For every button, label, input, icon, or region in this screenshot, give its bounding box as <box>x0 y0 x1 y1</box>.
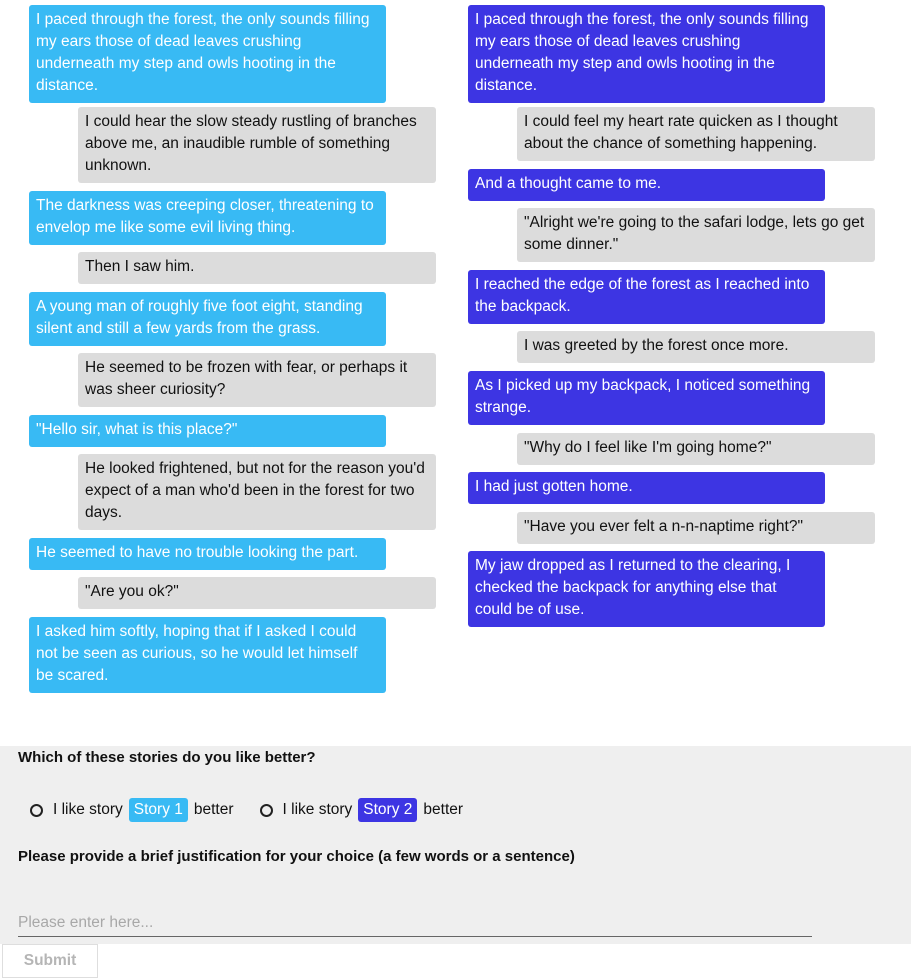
option-story-2[interactable] <box>260 798 464 822</box>
story-1-message: "Hello sir, what is this place?" <box>29 415 386 447</box>
story-2-message: My jaw dropped as I returned to the clearing, I checked the backpack for anything else that could be of use. <box>468 551 825 627</box>
story-1-message: The darkness was creeping closer, threatening to envelop me like some evil living thing. <box>29 191 386 245</box>
story-1-message: I could hear the slow steady rustling of branches above me, an inaudible rumble of something unknown. <box>78 107 436 183</box>
story-2-message: "Have you ever felt a n-n-naptime right?" <box>517 512 875 544</box>
story-2-message: And a thought came to me. <box>468 169 825 201</box>
option-prefix: I like story <box>53 801 123 818</box>
story-1-tag: Story 1 <box>129 798 188 822</box>
option-story-1[interactable] <box>30 798 234 822</box>
story-2-message: I reached the edge of the forest as I reached into the backpack. <box>468 270 825 324</box>
story-1-message: I paced through the forest, the only sounds filling my ears those of dead leaves crushing underneath my step and owls hooting in the distance. <box>29 5 386 103</box>
story-2-radio[interactable] <box>260 804 273 817</box>
story-2-tag: Story 2 <box>358 798 417 822</box>
submit-button[interactable]: Submit <box>2 944 98 978</box>
story-1-message: I asked him softly, hoping that if I asked I could not be seen as curious, so he would let himself be scared. <box>29 617 386 693</box>
story-1-message: A young man of roughly five foot eight, standing silent and still a few yards from the grass. <box>29 292 386 346</box>
story-1-radio[interactable] <box>30 804 43 817</box>
preference-options <box>30 796 463 824</box>
survey-panel <box>0 746 911 944</box>
story-1-message: He seemed to have no trouble looking the part. <box>29 538 386 570</box>
justification-prompt: Please provide a brief justification for your choice (a few words or a sentence) <box>18 848 575 865</box>
justification-input[interactable] <box>18 909 812 937</box>
story-2-message: I was greeted by the forest once more. <box>517 331 875 363</box>
option-suffix: better <box>193 801 234 818</box>
option-suffix: better <box>423 801 464 818</box>
story-2-message: "Alright we're going to the safari lodge, lets go get some dinner." <box>517 208 875 262</box>
story-1-message: He looked frightened, but not for the reason you'd expect of a man who'd been in the forest for two days. <box>78 454 436 530</box>
story-1-message: "Are you ok?" <box>78 577 436 609</box>
story-2-message: I paced through the forest, the only sounds filling my ears those of dead leaves crushing underneath my step and owls hooting in the distance. <box>468 5 825 103</box>
story-2-message: As I picked up my backpack, I noticed something strange. <box>468 371 825 425</box>
story-1-message: He seemed to be frozen with fear, or perhaps it was sheer curiosity? <box>78 353 436 407</box>
story-1-message: Then I saw him. <box>78 252 436 284</box>
preference-question: Which of these stories do you like better? <box>18 749 316 766</box>
story-2-message: "Why do I feel like I'm going home?" <box>517 433 875 465</box>
story-2-message: I could feel my heart rate quicken as I thought about the chance of something happening. <box>517 107 875 161</box>
story-2-message: I had just gotten home. <box>468 472 825 504</box>
option-prefix: I like story <box>282 801 353 818</box>
